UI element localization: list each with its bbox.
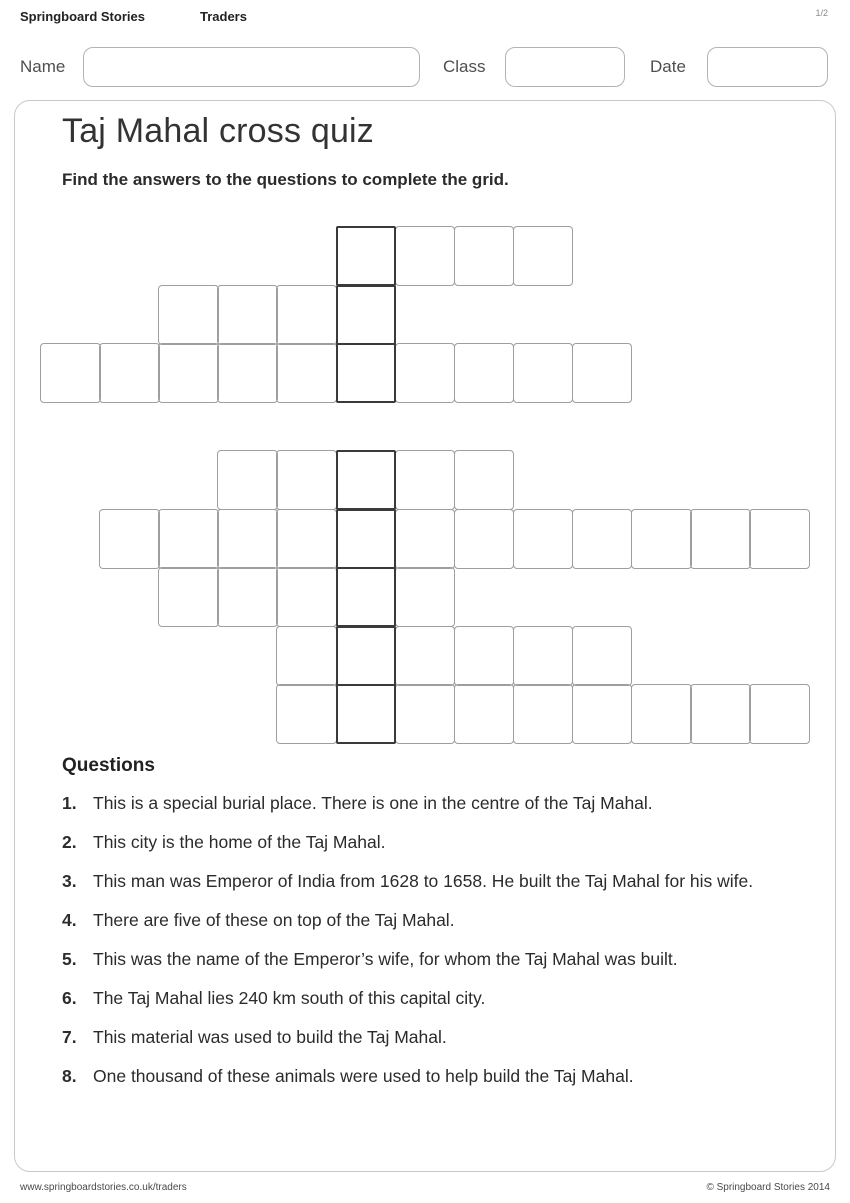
- crossword-cell[interactable]: [158, 343, 219, 403]
- crossword-cell[interactable]: [454, 626, 515, 686]
- crossword-cell[interactable]: [454, 226, 515, 286]
- question-text: This was the name of the Emperor’s wife, for whom the Taj Mahal was built.: [93, 949, 678, 969]
- crossword-cell[interactable]: [454, 343, 515, 403]
- crossword-cell[interactable]: [276, 450, 337, 510]
- crossword-cell[interactable]: [395, 626, 456, 686]
- crossword-cell[interactable]: [513, 226, 574, 286]
- class-label: Class: [443, 57, 486, 76]
- topic-title: Traders: [200, 9, 247, 24]
- question-item: [62, 790, 774, 816]
- date-label: Date: [650, 57, 686, 76]
- crossword-cell-highlight[interactable]: [336, 226, 397, 286]
- crossword-cell[interactable]: [276, 285, 337, 345]
- question-item: [62, 1063, 774, 1089]
- question-item: [62, 868, 774, 894]
- question-number: 4.: [62, 910, 77, 930]
- crossword-cell[interactable]: [454, 509, 515, 569]
- crossword-cell[interactable]: [276, 343, 337, 403]
- questions-section: [62, 755, 774, 1089]
- crossword-cell[interactable]: [572, 626, 633, 686]
- crossword-cell[interactable]: [276, 684, 337, 744]
- page-title: Taj Mahal cross quiz: [62, 112, 375, 150]
- crossword-cell-highlight[interactable]: [336, 626, 397, 686]
- crossword-cell[interactable]: [158, 285, 219, 345]
- question-text: One thousand of these animals were used to help build the Taj Mahal.: [93, 1066, 634, 1086]
- crossword-cell[interactable]: [395, 509, 456, 569]
- crossword-cell[interactable]: [276, 567, 337, 627]
- crossword-cell[interactable]: [395, 343, 456, 403]
- crossword-cell[interactable]: [631, 684, 692, 744]
- question-number: 7.: [62, 1027, 77, 1047]
- crossword-cell[interactable]: [572, 343, 633, 403]
- question-number: 8.: [62, 1066, 77, 1086]
- crossword-cell[interactable]: [572, 509, 633, 569]
- crossword-cell[interactable]: [217, 450, 278, 510]
- crossword-cell[interactable]: [40, 343, 101, 403]
- name-label: Name: [20, 57, 66, 76]
- crossword-cell[interactable]: [395, 450, 456, 510]
- crossword-cell-highlight[interactable]: [336, 285, 397, 345]
- crossword-cell[interactable]: [454, 684, 515, 744]
- crossword-cell-highlight[interactable]: [336, 450, 397, 510]
- crossword-cell-highlight[interactable]: [336, 567, 397, 627]
- crossword-cell[interactable]: [513, 684, 574, 744]
- questions-list: [62, 790, 774, 1089]
- crossword-cell[interactable]: [99, 509, 160, 569]
- crossword-cell[interactable]: [217, 567, 278, 627]
- crossword-cell[interactable]: [395, 226, 456, 286]
- crossword-cell[interactable]: [217, 509, 278, 569]
- crossword-cell[interactable]: [276, 626, 337, 686]
- question-item: [62, 1024, 774, 1050]
- question-number: 1.: [62, 793, 77, 813]
- crossword-cell[interactable]: [749, 509, 810, 569]
- question-item: [62, 829, 774, 855]
- question-text: This is a special burial place. There is one in the centre of the Taj Mahal.: [93, 793, 653, 813]
- crossword-cell[interactable]: [513, 343, 574, 403]
- crossword-cell[interactable]: [690, 684, 751, 744]
- question-text: This material was used to build the Taj Mahal.: [93, 1027, 447, 1047]
- footer-url: www.springboardstories.co.uk/traders: [20, 1182, 187, 1193]
- crossword-cell[interactable]: [158, 509, 219, 569]
- question-text: The Taj Mahal lies 240 km south of this capital city.: [93, 988, 486, 1008]
- crossword-cell[interactable]: [217, 343, 278, 403]
- crossword-cell-highlight[interactable]: [336, 684, 397, 744]
- question-number: 5.: [62, 949, 77, 969]
- question-text: There are five of these on top of the Taj Mahal.: [93, 910, 455, 930]
- question-item: [62, 985, 774, 1011]
- crossword-cell[interactable]: [513, 626, 574, 686]
- page-indicator: 1/2: [815, 8, 828, 18]
- question-number: 2.: [62, 832, 77, 852]
- question-number: 6.: [62, 988, 77, 1008]
- question-number: 3.: [62, 871, 77, 891]
- crossword-cell[interactable]: [395, 684, 456, 744]
- name-input[interactable]: [83, 47, 420, 87]
- crossword-cell-highlight[interactable]: [336, 509, 397, 569]
- question-item: [62, 907, 774, 933]
- crossword-cell[interactable]: [395, 567, 456, 627]
- brand-title: Springboard Stories: [20, 9, 145, 24]
- date-input[interactable]: [707, 47, 828, 87]
- crossword-cell-highlight[interactable]: [336, 343, 397, 403]
- question-text: This city is the home of the Taj Mahal.: [93, 832, 386, 852]
- footer-copyright: © Springboard Stories 2014: [706, 1182, 830, 1193]
- crossword-cell[interactable]: [276, 509, 337, 569]
- crossword-cell[interactable]: [749, 684, 810, 744]
- question-text: This man was Emperor of India from 1628 to 1658. He built the Taj Mahal for his wife.: [93, 871, 754, 891]
- crossword-cell[interactable]: [454, 450, 515, 510]
- crossword-cell[interactable]: [690, 509, 751, 569]
- instruction-text: Find the answers to the questions to complete the grid.: [62, 170, 509, 189]
- crossword-cell[interactable]: [217, 285, 278, 345]
- questions-heading: Questions: [62, 755, 155, 776]
- class-input[interactable]: [505, 47, 625, 87]
- crossword-cell[interactable]: [572, 684, 633, 744]
- crossword-cell[interactable]: [631, 509, 692, 569]
- question-item: [62, 946, 774, 972]
- crossword-cell[interactable]: [513, 509, 574, 569]
- crossword-cell[interactable]: [99, 343, 160, 403]
- crossword-cell[interactable]: [158, 567, 219, 627]
